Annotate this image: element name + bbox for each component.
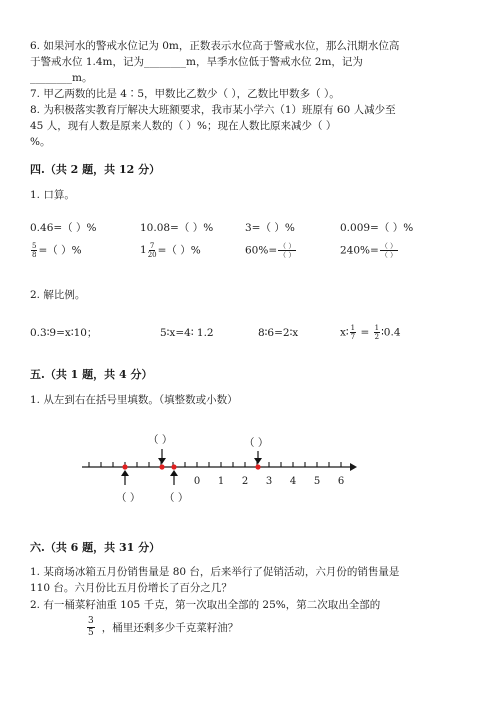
tick-label-0: 0 [193,476,201,487]
q8-line1: 8. 为积极落实教育厅解决大班额要求，我市某小学六（1）班原有 60 人减少至 [30,104,396,116]
proportion-3: 8∶6=2∶x [258,327,299,339]
q6-line3: ________m。 [30,72,93,84]
calc-r2-c3: 60%= $\frac{( )}{( )}$ [245,242,296,259]
calc-r1-c1: 0.46=（ ）% [30,222,97,234]
proportion-2: 5∶x=4∶ 1.2 [160,327,214,339]
proportion-4: x∶ $\frac{1}{7}$ = $\frac{1}{2}$ ∶0.4 [340,324,401,341]
section6-header: 六.（共 6 题，共 31 分） [30,541,161,554]
sec5-q1-title: 1. 从左到右在括号里填数。（填整数或小数） [30,394,238,406]
tick-label-6: 6 [337,476,345,487]
point-marker-4 [255,464,260,469]
q6-line1: 6. 如果河水的警戒水位记为 0m，正数表示水位高于警戒水位，那么汛期水位高 [30,40,400,52]
up-arrow-2 [170,470,178,485]
calc-r2-c1: $\frac{5}{8}$ =（ ）% [32,242,82,259]
fraction: $\frac{5}{8}$ [32,242,37,259]
calc-r1-c4: 0.009=（ ）% [340,222,414,234]
fraction: $\frac{( )}{( )}$ [380,242,398,259]
fraction: $\frac{1}{7}$ [350,324,356,341]
tick-label-3: 3 [265,476,273,487]
sec6-q1-line2: 110 台。六月份比五月份增长了百分之几？ [30,582,232,594]
blank-label-2: （ ） [244,437,269,449]
number-line [0,425,500,515]
proportion-1: 0.3∶9=x∶10； [30,327,98,339]
point-marker-2 [159,464,164,469]
down-arrow-2 [254,451,262,464]
fraction: $\frac{( )}{( )}$ [279,242,296,259]
sec4-q2-title: 2. 解比例。 [30,289,86,301]
sec6-q2-line1: 2. 有一桶菜籽油重 105 千克，第一次取出全部的 25%，第二次取出全部的 [30,599,381,611]
blank-label-1: （ ） [148,434,173,446]
calc-r1-c2: 10.08=（ ）% [140,222,214,234]
blank-label-3: （ ） [116,492,141,504]
fraction: $\frac{7}{20}$ [147,242,157,259]
blank-label-4: （ ） [164,492,189,504]
axis-arrowhead [350,463,357,471]
tick-label-1: 1 [217,476,225,487]
q7-line1: 7. 甲乙两数的比是 4∶5，甲数比乙数少（ ），乙数比甲数多（ ）。 [30,88,340,100]
q6-line2: 于警戒水位 1.4m，记为________m，旱季水位低于警戒水位 2m，记为 [30,56,363,68]
calc-r2-c4: 240%= $\frac{( )}{( )}$ [340,242,398,259]
sec6-q1-line1: 1. 某商场冰箱五月份销售量是 80 台，后来举行了促销活动，六月份的销售量是 [30,566,400,578]
section4-header: 四.（共 2 题，共 12 分） [30,163,161,176]
calc-r1-c3: 3=（ ）% [245,222,295,234]
calc-r2-c2: 1 $\frac{7}{20}$ =（ ）% [140,242,201,259]
sec4-q1-title: 1. 口算。 [30,189,75,201]
point-marker-3 [171,464,176,469]
sec6-q2-line2: $\frac{3}{5}$ ，桶里还剩多少千克菜籽油？ [88,616,239,638]
up-arrow-1 [121,470,129,485]
section5-header: 五.（共 1 题，共 4 分） [30,368,153,381]
point-marker-1 [122,464,127,469]
down-arrow-1 [158,449,166,464]
tick-label-2: 2 [241,476,249,487]
tick-label-5: 5 [313,476,321,487]
fraction: $\frac{1}{2}$ [374,324,380,341]
q8-line2: 45 人，现有人数是原来人数的（ ）%；现在人数比原来减少（ ） [30,120,337,132]
tick-label-4: 4 [289,476,297,487]
q8-line3: %。 [30,136,51,148]
fraction: $\frac{3}{5}$ [88,616,94,638]
